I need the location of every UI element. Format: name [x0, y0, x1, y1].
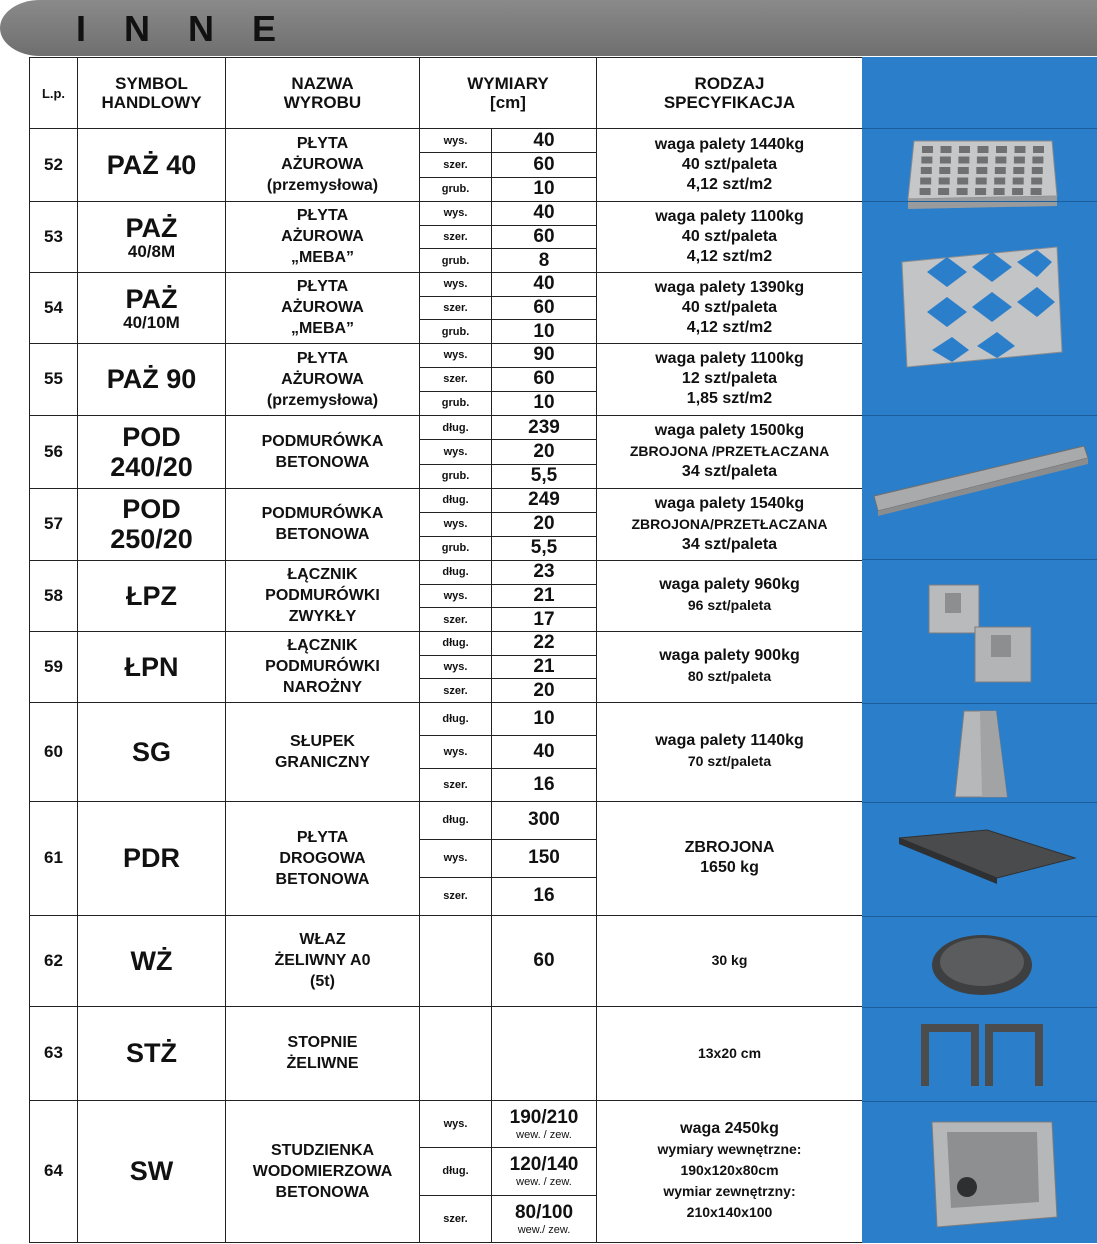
spec-line: 40 szt/paleta — [681, 155, 778, 173]
name-line: ŻELIWNY A0 — [274, 952, 371, 970]
dim-value-text: 16 — [533, 885, 555, 907]
dim-value — [492, 129, 597, 153]
photo-wlaz — [862, 916, 1097, 1008]
dim-value-text: 17 — [533, 608, 555, 630]
symbol-text: PAŻ 90 — [106, 364, 197, 395]
table-row — [30, 415, 863, 439]
cell-lp: 55 — [30, 343, 78, 415]
dim-value-text: 249 — [528, 489, 560, 511]
cell-symbol — [78, 1006, 226, 1100]
dim-value — [492, 249, 597, 273]
dim-value-text: 20 — [533, 513, 555, 535]
dim-value — [492, 488, 597, 512]
dim-label: dług. — [420, 702, 492, 735]
name-line: BETONOWA — [275, 1183, 370, 1201]
dim-value-text: 22 — [533, 632, 555, 654]
dim-value — [492, 536, 597, 560]
cell-name — [226, 201, 420, 272]
cell-spec — [597, 801, 863, 915]
name-line: ŻELIWNE — [286, 1055, 359, 1073]
dim-value — [492, 679, 597, 703]
spec-line: 4,12 szt/m2 — [686, 175, 773, 193]
header-lp: L.p. — [30, 58, 78, 129]
dim-value-text: 60 — [533, 368, 555, 390]
symbol-text: PDR — [122, 843, 180, 874]
cell-symbol — [78, 129, 226, 202]
cell-spec — [597, 702, 863, 801]
cell-name — [226, 343, 420, 415]
dim-value-text: 80/100 — [514, 1201, 574, 1223]
dim-value — [492, 584, 597, 608]
cell-symbol — [78, 801, 226, 915]
dim-label: wys. — [420, 272, 492, 296]
cell-name — [226, 129, 420, 202]
dim-label: wys. — [420, 512, 492, 536]
dim-label: grub. — [420, 177, 492, 201]
spec-line: 1650 kg — [700, 859, 759, 877]
spec-line: ZBROJONA /PRZETŁACZANA — [629, 443, 830, 460]
dim-value-text: 5,5 — [530, 465, 558, 487]
dim-label: szer. — [420, 877, 492, 915]
cell-lp: 61 — [30, 801, 78, 915]
dim-value-text: 21 — [533, 584, 555, 606]
spec-line: 34 szt/paleta — [681, 535, 778, 553]
cell-symbol — [78, 560, 226, 631]
symbol-text: PAŻ — [125, 283, 178, 314]
cell-spec — [597, 343, 863, 415]
dim-value — [492, 1195, 597, 1242]
symbol-sub: 250/20 — [110, 524, 193, 555]
cell-name — [226, 1100, 420, 1242]
symbol-text: PAŻ 40 — [106, 149, 197, 180]
name-line: GRANICZNY — [274, 753, 371, 771]
dim-label: wys. — [420, 655, 492, 679]
cell-lp: 53 — [30, 201, 78, 272]
dim-label — [420, 1006, 492, 1100]
cell-lp: 56 — [30, 415, 78, 488]
dim-value-text: 60 — [533, 225, 555, 247]
dim-label: dług. — [420, 801, 492, 839]
dim-value-text: 40 — [533, 273, 555, 295]
table-row — [30, 801, 863, 839]
dim-value — [492, 320, 597, 344]
cell-spec — [597, 1100, 863, 1242]
cell-name — [226, 488, 420, 560]
dim-label: dług. — [420, 488, 492, 512]
dim-label: szer. — [420, 367, 492, 391]
name-line: PODMURÓWKI — [265, 658, 380, 676]
spec-line: waga 2450kg — [680, 1120, 779, 1138]
spec-line: 4,12 szt/m2 — [686, 247, 773, 265]
dim-value — [492, 768, 597, 801]
cell-spec — [597, 129, 863, 202]
name-line: ZWYKŁY — [288, 608, 357, 626]
table-row — [30, 631, 863, 655]
dim-value-text: 10 — [533, 320, 555, 342]
dim-value-text: 40 — [533, 129, 555, 151]
cell-spec — [597, 272, 863, 343]
spec-line: waga palety 1540kg — [654, 494, 805, 512]
name-line: BETONOWA — [275, 870, 370, 888]
dim-value-text: 300 — [528, 809, 560, 831]
name-line: WŁAZ — [299, 931, 346, 949]
symbol-sub: 40/8M — [127, 241, 176, 261]
dim-value-text: 8 — [538, 249, 550, 271]
spec-line: waga palety 1500kg — [654, 422, 805, 440]
dim-label: szer. — [420, 768, 492, 801]
spec-line: 4,12 szt/m2 — [686, 318, 773, 336]
name-line: DROGOWA — [279, 849, 366, 867]
spec-line: waga palety 1440kg — [654, 135, 805, 153]
symbol-text: POD — [122, 421, 181, 452]
dim-value-text: 10 — [533, 707, 555, 729]
cell-name — [226, 915, 420, 1006]
dim-value — [492, 655, 597, 679]
name-line: AŻUROWA — [281, 370, 364, 388]
cell-symbol — [78, 915, 226, 1006]
cell-spec — [597, 415, 863, 488]
table-row — [30, 560, 863, 584]
spec-line: 1,85 szt/m2 — [686, 390, 773, 408]
name-line: PŁYTA — [296, 207, 349, 225]
symbol-text: ŁPN — [124, 651, 179, 682]
dim-label: wys. — [420, 1100, 492, 1147]
dim-sub: wew. / zew. — [516, 1176, 572, 1189]
dim-label: wys. — [420, 440, 492, 464]
photo-stopnie — [862, 1007, 1097, 1102]
dim-value-text: 10 — [533, 178, 555, 200]
spec-line: waga palety 1100kg — [655, 350, 804, 368]
name-line: PODMURÓWKA — [261, 505, 384, 523]
dim-value — [492, 631, 597, 655]
dim-value — [492, 464, 597, 488]
name-line: NAROŻNY — [282, 679, 363, 697]
dim-value — [492, 272, 597, 296]
dim-value-text: 60 — [533, 296, 555, 318]
name-line: BETONOWA — [275, 453, 370, 471]
cell-name — [226, 272, 420, 343]
dim-label: dług. — [420, 1148, 492, 1195]
cell-name — [226, 415, 420, 488]
name-line: AŻUROWA — [281, 156, 364, 174]
name-line: ŁĄCZNIK — [287, 637, 358, 655]
dim-value-text: 23 — [533, 561, 555, 583]
cell-symbol — [78, 631, 226, 702]
cell-lp: 63 — [30, 1006, 78, 1100]
name-line: (przemysłowa) — [266, 391, 379, 409]
symbol-text: POD — [122, 494, 181, 525]
cell-symbol — [78, 415, 226, 488]
dim-value-text: 20 — [533, 679, 555, 701]
dim-label: wys. — [420, 343, 492, 367]
photo-lacznik — [862, 559, 1097, 704]
name-line: PŁYTA — [296, 278, 349, 296]
dim-value — [492, 512, 597, 536]
symbol-sub: 40/10M — [123, 312, 180, 332]
symbol-sub: 240/20 — [110, 451, 193, 482]
name-line: WODOMIERZOWA — [252, 1162, 393, 1180]
cell-lp: 54 — [30, 272, 78, 343]
spec-line: ZBROJONA/PRZETŁACZANA — [631, 515, 828, 532]
dim-value — [492, 415, 597, 439]
table-row — [30, 1100, 863, 1147]
cell-lp: 57 — [30, 488, 78, 560]
cell-symbol — [78, 702, 226, 801]
dim-label: grub. — [420, 391, 492, 415]
page-title: I N N E — [76, 8, 291, 49]
dim-label — [420, 915, 492, 1006]
photo-plyta-drogowa — [862, 802, 1097, 917]
symbol-text: WŻ — [130, 945, 173, 976]
dim-value — [492, 296, 597, 320]
photo-paz40 — [862, 128, 1097, 202]
dim-value — [492, 440, 597, 464]
dim-label: wys. — [420, 584, 492, 608]
dim-label: szer. — [420, 296, 492, 320]
name-line: STUDZIENKA — [270, 1141, 375, 1159]
name-line: AŻUROWA — [281, 228, 364, 246]
symbol-text: SW — [129, 1156, 174, 1187]
dim-label: dług. — [420, 560, 492, 584]
table-row — [30, 343, 863, 367]
header-name: NAZWA WYROBU — [226, 58, 420, 129]
photo-meba — [862, 201, 1097, 416]
dim-value-text: 190/210 — [509, 1107, 579, 1128]
photo-studzienka — [862, 1101, 1097, 1244]
cell-lp: 59 — [30, 631, 78, 702]
spec-line: waga palety 1390kg — [654, 278, 805, 296]
name-line: PŁYTA — [296, 828, 349, 846]
dim-value — [492, 1100, 597, 1147]
dim-label: szer. — [420, 608, 492, 632]
table-row — [30, 488, 863, 512]
dim-value — [492, 391, 597, 415]
dim-label: szer. — [420, 153, 492, 177]
cell-lp: 58 — [30, 560, 78, 631]
spec-line: 34 szt/paleta — [681, 463, 778, 481]
spec-line: waga palety 960kg — [659, 576, 800, 594]
dim-value — [492, 225, 597, 249]
dim-label: szer. — [420, 679, 492, 703]
spec-line: 30 kg — [711, 952, 748, 969]
dim-value-text: 40 — [533, 202, 555, 224]
name-line: „MEBA” — [290, 320, 355, 338]
name-line: AŻUROWA — [281, 299, 364, 317]
dim-value-text: 90 — [533, 344, 555, 366]
cell-spec — [597, 915, 863, 1006]
name-line: ŁĄCZNIK — [287, 566, 358, 584]
table-row — [30, 1006, 863, 1100]
dim-label: wys. — [420, 201, 492, 225]
symbol-text: PAŻ — [125, 212, 178, 243]
name-line: BETONOWA — [275, 526, 370, 544]
name-line: PODMURÓWKA — [261, 432, 384, 450]
dim-label: wys. — [420, 735, 492, 768]
dim-value — [492, 877, 597, 915]
name-line: SŁUPEK — [290, 732, 355, 750]
table-row — [30, 201, 863, 225]
dim-value — [492, 1006, 597, 1100]
table-row — [30, 915, 863, 1006]
dim-label: wys. — [420, 129, 492, 153]
cell-name — [226, 631, 420, 702]
cell-spec — [597, 631, 863, 702]
name-line: (5t) — [310, 973, 335, 991]
dim-value-text: 60 — [533, 153, 555, 175]
cell-lp: 60 — [30, 702, 78, 801]
dim-value-text: 20 — [533, 440, 555, 462]
spec-line: 40 szt/paleta — [681, 227, 778, 245]
dim-label: grub. — [420, 464, 492, 488]
table-row — [30, 272, 863, 296]
spec-line: waga palety 1140kg — [655, 732, 804, 750]
cell-lp: 52 — [30, 129, 78, 202]
dim-value — [492, 702, 597, 735]
cell-name — [226, 702, 420, 801]
dim-label: dług. — [420, 631, 492, 655]
spec-line: 70 szt/paleta — [687, 753, 772, 770]
dim-value — [492, 201, 597, 225]
dim-value-text: 10 — [533, 392, 555, 414]
table-row — [30, 129, 863, 153]
dim-label: szer. — [420, 225, 492, 249]
cell-name — [226, 1006, 420, 1100]
dim-label: szer. — [420, 1195, 492, 1242]
spec-line: waga palety 1100kg — [655, 207, 804, 225]
symbol-text: SG — [131, 736, 171, 767]
name-line: PŁYTA — [296, 135, 349, 153]
dim-label: grub. — [420, 249, 492, 273]
dim-value-text: 150 — [528, 847, 560, 869]
spec-line: waga palety 900kg — [659, 647, 800, 665]
dim-value — [492, 153, 597, 177]
header-symbol: SYMBOL HANDLOWY — [78, 58, 226, 129]
photo-slupek — [862, 703, 1097, 803]
cell-spec — [597, 201, 863, 272]
spec-line: 12 szt/paleta — [681, 370, 778, 388]
cell-spec — [597, 488, 863, 560]
symbol-text: STŻ — [126, 1038, 177, 1069]
name-line: (przemysłowa) — [266, 177, 379, 195]
spec-line: 13x20 cm — [697, 1044, 762, 1061]
dim-value — [492, 343, 597, 367]
header-dims: WYMIARY [cm] — [420, 58, 597, 129]
photo-podmurowka — [862, 415, 1097, 560]
name-line: „MEBA” — [290, 249, 355, 267]
cell-spec — [597, 1006, 863, 1100]
dim-value — [492, 367, 597, 391]
dim-value-text: 120/140 — [509, 1154, 579, 1176]
name-line: PŁYTA — [296, 349, 349, 367]
dim-value: 60 — [492, 915, 597, 1006]
cell-name — [226, 801, 420, 915]
dim-value — [492, 608, 597, 632]
cell-symbol — [78, 1100, 226, 1242]
cell-lp: 62 — [30, 915, 78, 1006]
dim-value-text: 239 — [528, 416, 560, 438]
cell-name — [226, 560, 420, 631]
dim-value — [492, 1148, 597, 1195]
product-table — [29, 57, 863, 1243]
spec-line: 40 szt/paleta — [681, 298, 778, 316]
dim-label: grub. — [420, 320, 492, 344]
dim-value — [492, 560, 597, 584]
dim-sub: wew./ zew. — [517, 1223, 571, 1236]
cell-symbol — [78, 488, 226, 560]
name-line: STOPNIE — [287, 1034, 358, 1052]
spec-line: wymiary wewnętrzne: — [657, 1141, 802, 1158]
cell-spec — [597, 560, 863, 631]
spec-line: 210x140x100 — [686, 1204, 773, 1221]
dim-value-text: 5,5 — [530, 537, 558, 559]
dim-value-text: 40 — [533, 740, 555, 762]
cell-symbol — [78, 201, 226, 272]
cell-lp: 64 — [30, 1100, 78, 1242]
dim-value — [492, 177, 597, 201]
spec-line: wymiar zewnętrzny: — [663, 1183, 796, 1200]
dim-label: dług. — [420, 415, 492, 439]
photo-column — [862, 57, 1097, 1243]
cell-symbol — [78, 272, 226, 343]
dim-value-text: 16 — [533, 773, 555, 795]
dim-label: grub. — [420, 536, 492, 560]
table-row — [30, 702, 863, 735]
symbol-text: ŁPZ — [126, 580, 177, 611]
header-spec: RODZAJ SPECYFIKACJA — [597, 58, 863, 129]
dim-label: wys. — [420, 839, 492, 877]
spec-line: 80 szt/paleta — [687, 668, 772, 685]
dim-value-text: 21 — [533, 655, 555, 677]
name-line: PODMURÓWKI — [265, 587, 380, 605]
spec-line: ZBROJONA — [684, 839, 775, 857]
dim-value — [492, 735, 597, 768]
spec-line: 96 szt/paleta — [687, 597, 772, 614]
cell-symbol — [78, 343, 226, 415]
dim-sub: wew. / zew. — [516, 1129, 572, 1141]
spec-line: 190x120x80cm — [680, 1162, 779, 1179]
dim-value — [492, 801, 597, 839]
dim-value — [492, 839, 597, 877]
